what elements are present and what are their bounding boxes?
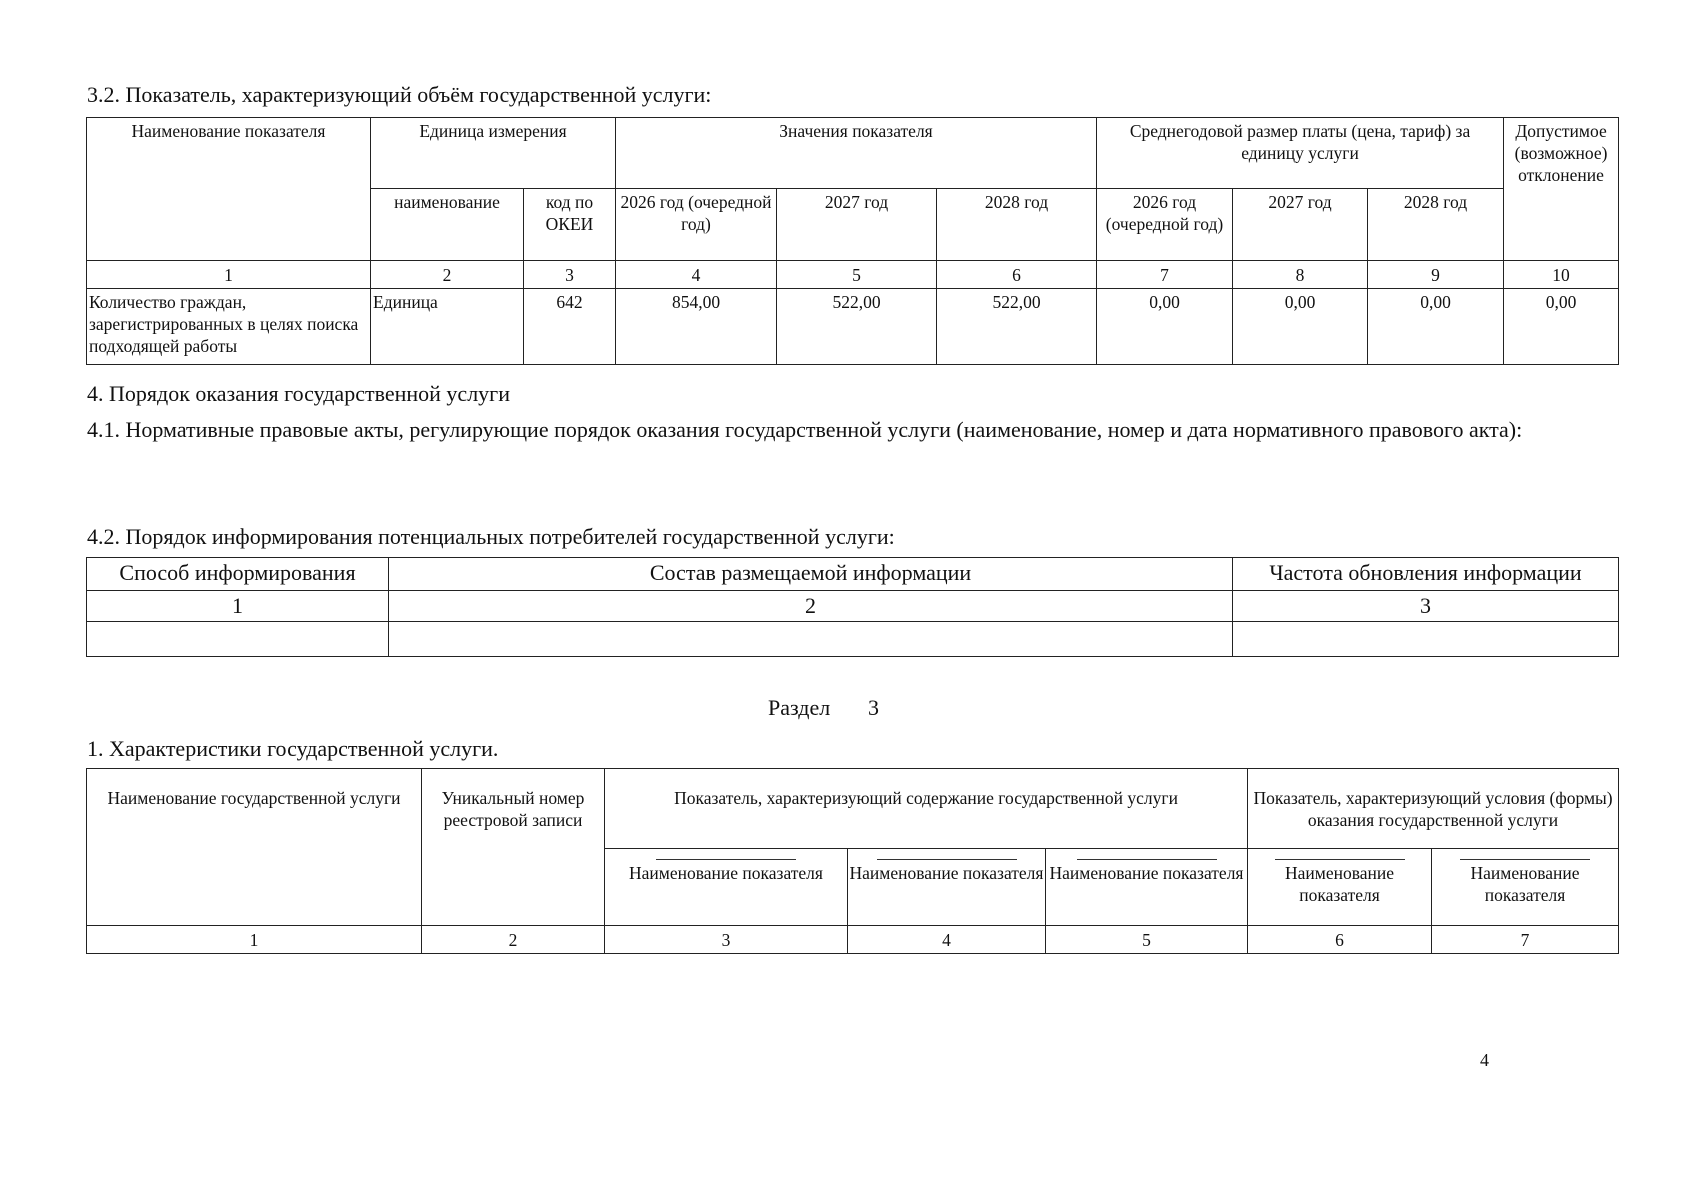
column-number: 1 bbox=[87, 591, 389, 622]
header-content-indicator: Показатель, характеризующий содержание государственной услуги bbox=[605, 769, 1248, 849]
column-number: 5 bbox=[1046, 926, 1248, 954]
razdel-label: Раздел bbox=[768, 695, 831, 720]
section-4-1-text: 4.1. Нормативные правовые акты, регулирующие порядок оказания государственной услуги (наименование, номер и дата нормативного правового акта): bbox=[87, 417, 1523, 442]
column-number: 3 bbox=[605, 926, 848, 954]
header-fee-2027: 2027 год bbox=[1233, 189, 1368, 261]
header-conditions-indicator: Показатель, характеризующий условия (формы) оказания государственной услуги bbox=[1248, 769, 1619, 849]
page-number: 4 bbox=[1480, 1050, 1489, 1070]
column-number: 10 bbox=[1504, 261, 1619, 289]
header-inform-content: Состав размещаемой информации bbox=[389, 558, 1233, 591]
service-characteristics-table bbox=[86, 768, 1619, 954]
cell-value-2026: 854,00 bbox=[616, 289, 777, 365]
header-registry-number: Уникальный номер реестровой записи bbox=[422, 769, 605, 926]
section-3-2-heading: 3.2. Показатель, характеризующий объём государственной услуги: bbox=[87, 82, 712, 107]
header-inform-method: Способ информирования bbox=[87, 558, 389, 591]
column-number: 6 bbox=[937, 261, 1097, 289]
header-indicator-name: Наименование показателя bbox=[87, 118, 371, 261]
column-number: 3 bbox=[1233, 591, 1619, 622]
volume-indicator-table bbox=[86, 117, 1619, 365]
cell-unit-code: 642 bbox=[524, 289, 616, 365]
column-number: 2 bbox=[422, 926, 605, 954]
subheader-indicator-name: Наименование показателя bbox=[1432, 849, 1619, 926]
column-number: 3 bbox=[524, 261, 616, 289]
subheader-indicator-name: Наименование показателя bbox=[605, 849, 848, 926]
column-number: 6 bbox=[1248, 926, 1432, 954]
subheader-indicator-name: Наименование показателя bbox=[1248, 849, 1432, 926]
header-unit-code: код по ОКЕИ bbox=[524, 189, 616, 261]
column-number: 5 bbox=[777, 261, 937, 289]
empty-cell bbox=[87, 622, 389, 657]
header-unit-name: наименование bbox=[371, 189, 524, 261]
header-deviation: Допустимое (возможное) отклонение bbox=[1504, 118, 1619, 261]
header-value-2027: 2027 год bbox=[777, 189, 937, 261]
header-inform-frequency: Частота обновления информации bbox=[1233, 558, 1619, 591]
column-number: 4 bbox=[616, 261, 777, 289]
header-unit: Единица измерения bbox=[371, 118, 616, 189]
table-row bbox=[87, 622, 1619, 657]
column-number: 8 bbox=[1233, 261, 1368, 289]
column-number: 4 bbox=[848, 926, 1046, 954]
column-number: 2 bbox=[389, 591, 1233, 622]
empty-cell bbox=[389, 622, 1233, 657]
column-number: 1 bbox=[87, 261, 371, 289]
cell-fee-2027: 0,00 bbox=[1233, 289, 1368, 365]
cell-unit-name: Единица bbox=[371, 289, 524, 365]
empty-cell bbox=[1233, 622, 1619, 657]
subheader-indicator-name: Наименование показателя bbox=[1046, 849, 1248, 926]
section-4-2-heading: 4.2. Порядок информирования потенциальных потребителей государственной услуги: bbox=[87, 524, 895, 549]
razdel-number: 3 bbox=[868, 695, 879, 720]
header-value-2026: 2026 год (очередной год) bbox=[616, 189, 777, 261]
header-fee: Среднегодовой размер платы (цена, тариф) за единицу услуги bbox=[1097, 118, 1504, 189]
cell-value-2027: 522,00 bbox=[777, 289, 937, 365]
cell-indicator-name: Количество граждан, зарегистрированных в целях поиска подходящей работы bbox=[87, 289, 371, 365]
section-1-heading: 1. Характеристики государственной услуги. bbox=[87, 736, 499, 761]
column-number: 7 bbox=[1097, 261, 1233, 289]
cell-fee-2028: 0,00 bbox=[1368, 289, 1504, 365]
cell-deviation: 0,00 bbox=[1504, 289, 1619, 365]
informing-table bbox=[86, 557, 1619, 657]
cell-value-2028: 522,00 bbox=[937, 289, 1097, 365]
table-row bbox=[87, 289, 1619, 365]
subheader-indicator-name: Наименование показателя bbox=[848, 849, 1046, 926]
header-fee-2026: 2026 год (очередной год) bbox=[1097, 189, 1233, 261]
header-fee-2028: 2028 год bbox=[1368, 189, 1504, 261]
header-service-name: Наименование государственной услуги bbox=[87, 769, 422, 926]
column-number: 2 bbox=[371, 261, 524, 289]
section-4-heading: 4. Порядок оказания государственной услуги bbox=[87, 381, 510, 406]
header-values: Значения показателя bbox=[616, 118, 1097, 189]
column-number: 1 bbox=[87, 926, 422, 954]
column-number: 9 bbox=[1368, 261, 1504, 289]
cell-fee-2026: 0,00 bbox=[1097, 289, 1233, 365]
column-number: 7 bbox=[1432, 926, 1619, 954]
header-value-2028: 2028 год bbox=[937, 189, 1097, 261]
